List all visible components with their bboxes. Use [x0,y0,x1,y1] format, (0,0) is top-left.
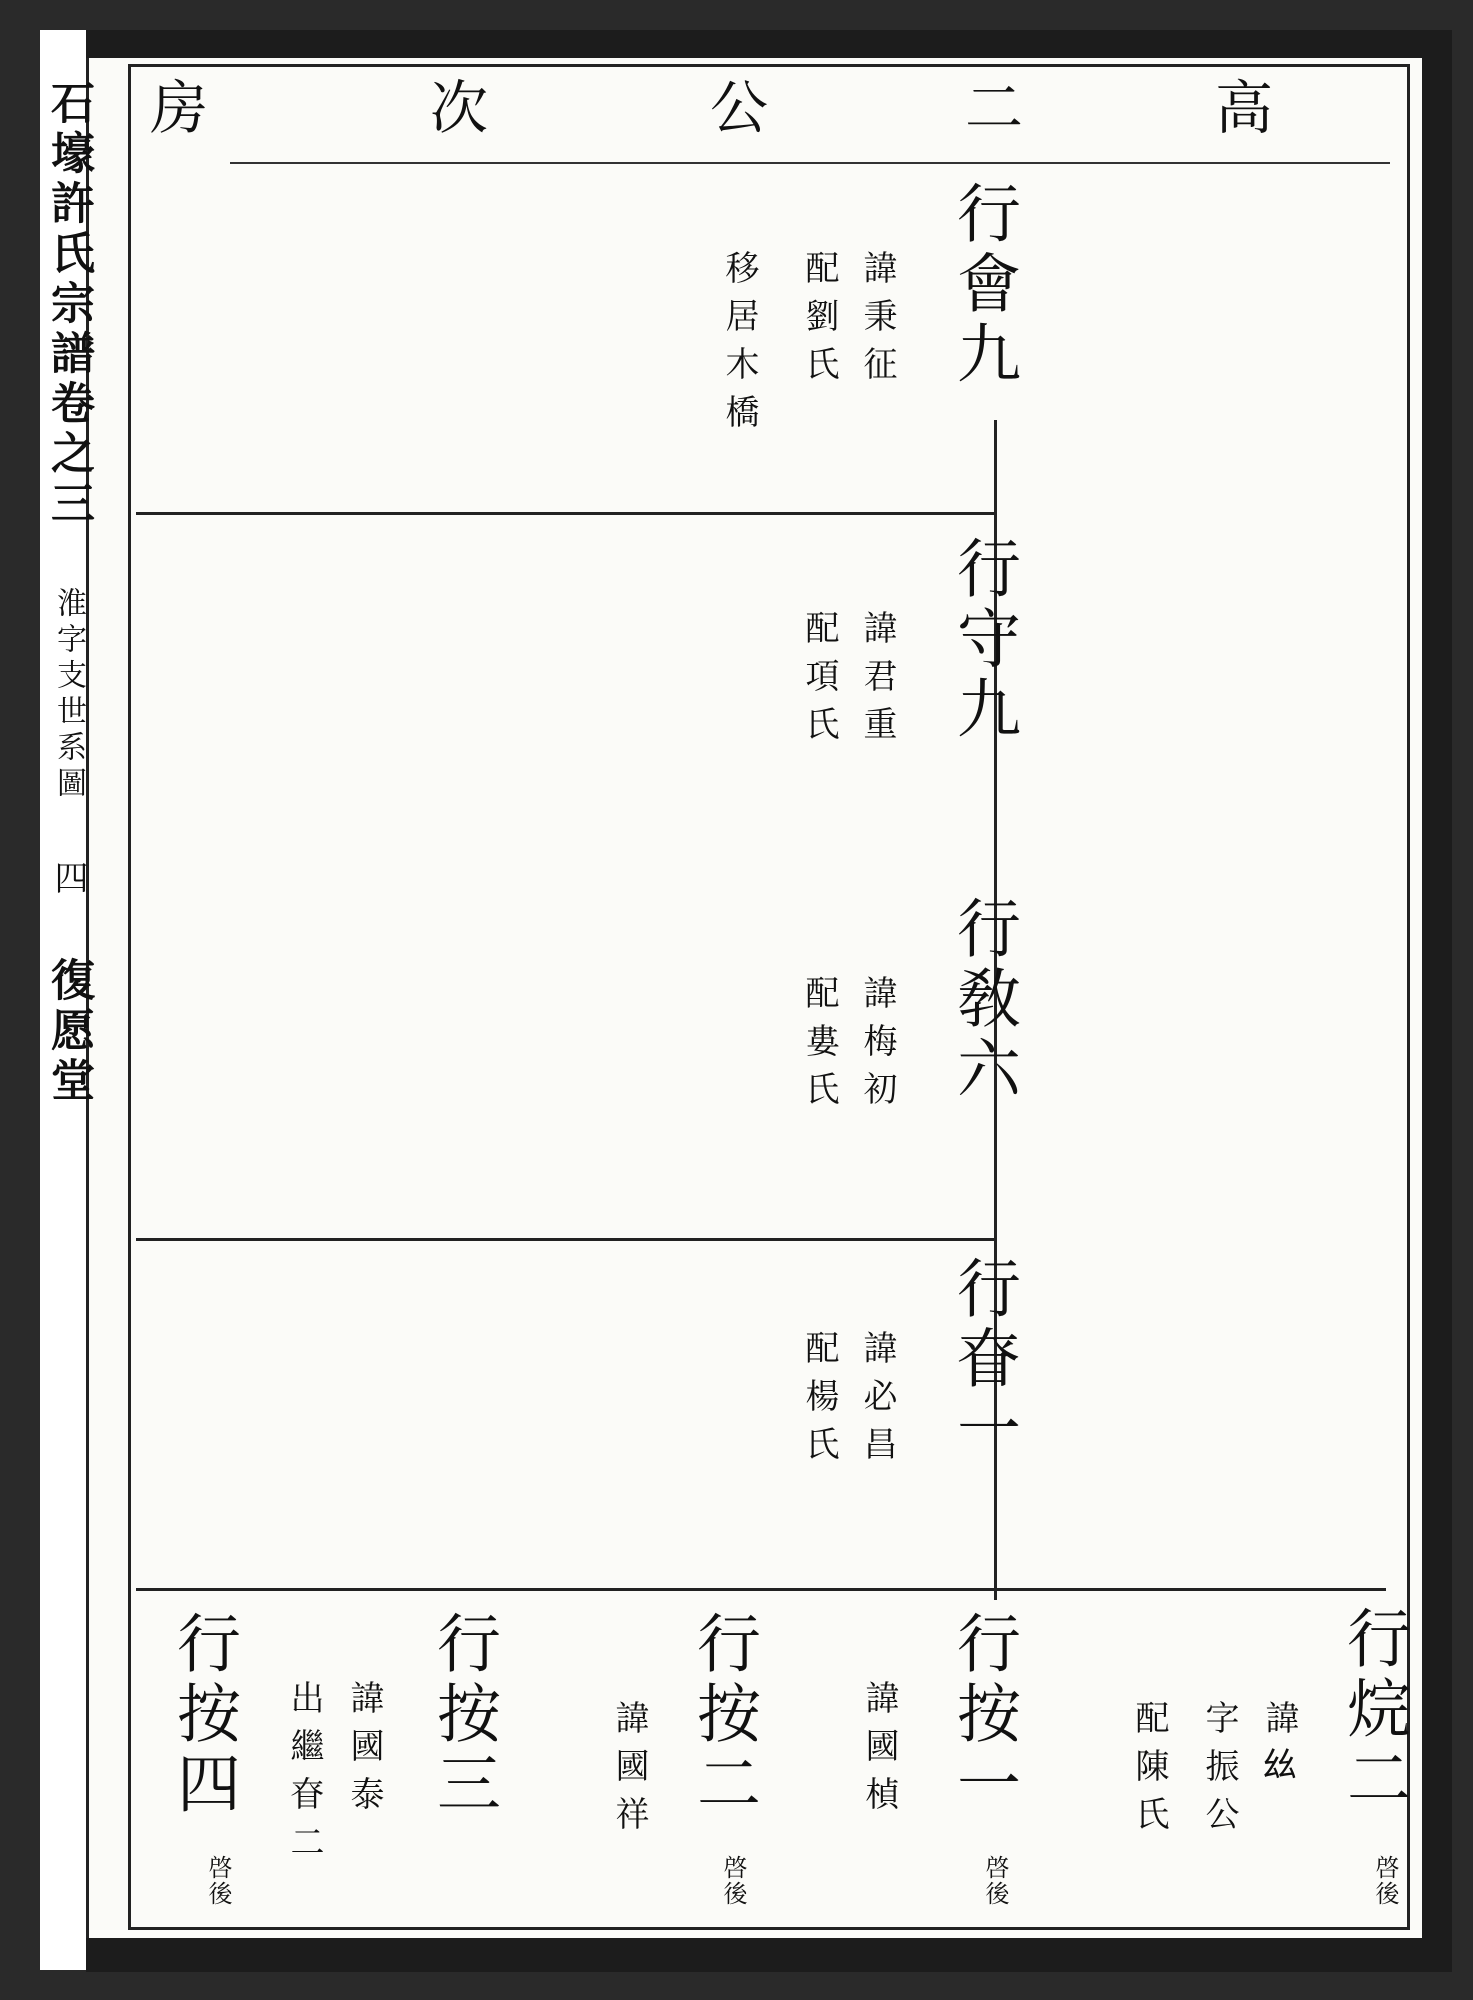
header-char-3: 公 [710,74,769,142]
header-char-2: 二 [965,74,1024,142]
generation-name: 行烷二 [1336,1605,1410,1815]
spouse-name: 配陳氏 [1129,1700,1169,1844]
taboo-name: 諱君重 [857,610,897,754]
continuation-mark: 啓後 [1371,1855,1399,1907]
spouse-name: 配楊氏 [799,1330,839,1474]
divider-line-3 [136,1588,1386,1591]
taboo-name: 諱必昌 [857,1330,897,1474]
generation-name: 行敎六 [946,895,1020,1105]
taboo-name: 諱國泰 [344,1680,384,1824]
generation-name: 行按二 [686,1610,760,1820]
page-frame [128,64,1410,1930]
generation-name: 行會九 [946,180,1020,390]
spine-section: 淮字支世系圖 [51,587,86,803]
continuation-mark: 啓後 [204,1855,232,1907]
taboo-name: 諱秉征 [857,250,897,394]
header-char-5: 房 [150,74,209,142]
generation-name: 行按一 [946,1610,1020,1820]
generation-name: 行守九 [946,535,1020,745]
generation-name: 行眘一 [946,1255,1020,1465]
bottom-ink-border [86,1938,1446,1972]
header-rule [230,162,1390,164]
spine-hall-name: 復愿堂 [43,957,94,1107]
taboo-name: 諱𢆶 [1259,1700,1299,1796]
continuation-mark: 啓後 [981,1855,1009,1907]
adoption-note: 出繼眘二 [284,1680,324,1872]
spine-column [43,80,94,1107]
spine-volume: 卷之三 [43,380,94,530]
generation-name: 行按三 [426,1610,500,1820]
right-ink-border [1422,30,1452,1972]
generation-name: 行按四 [166,1610,240,1820]
relocation-note: 移居木橋 [719,250,759,442]
spouse-name: 配婁氏 [799,975,839,1119]
divider-line-2 [136,1238,996,1241]
courtesy-name: 字振公 [1199,1700,1239,1844]
divider-line-1 [136,512,996,515]
continuation-mark: 啓後 [719,1855,747,1907]
header-char-1: 高 [1215,74,1274,142]
spouse-name: 配項氏 [799,610,839,754]
taboo-name: 諱國楨 [859,1680,899,1824]
taboo-name: 諱國祥 [609,1700,649,1844]
spine-page-number: 四 [48,860,88,900]
spine-title: 石壕許氏宗譜 [43,80,94,380]
header-char-4: 次 [430,74,489,142]
taboo-name: 諱梅初 [857,975,897,1119]
top-ink-border [86,30,1446,58]
spouse-name: 配劉氏 [799,250,839,394]
